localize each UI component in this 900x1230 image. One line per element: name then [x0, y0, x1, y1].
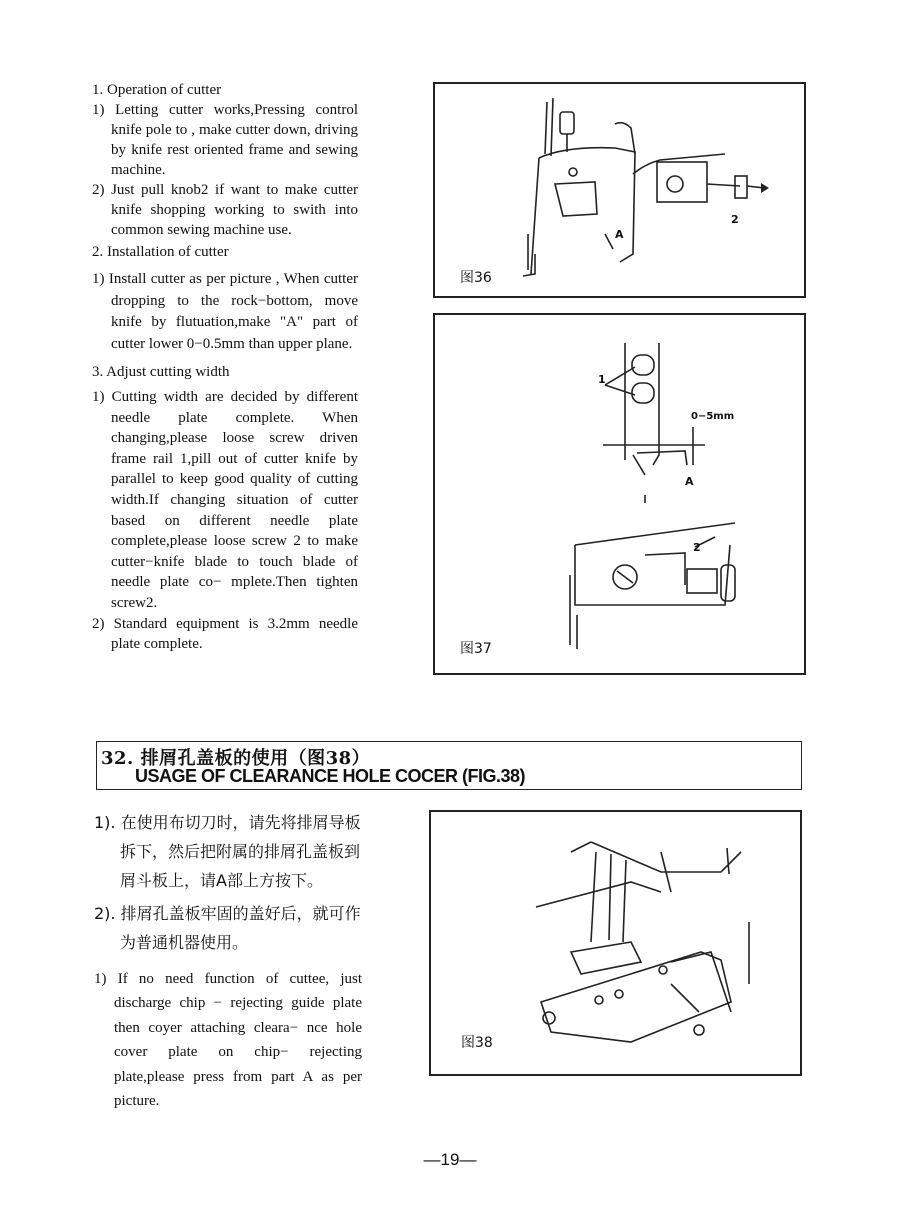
bottom-text-column: [94, 808, 362, 1113]
section-title-cn: 32. 排屑孔盖板的使用（图38）: [101, 748, 371, 769]
figure-37: [433, 313, 806, 675]
heading-operation: 1. Operation of cutter: [92, 82, 222, 98]
fig37-label-1: 1: [598, 373, 606, 386]
fig38-caption: 图38: [461, 1035, 493, 1051]
cutter-illustration-37: [435, 315, 804, 673]
fig37-label-2: 2: [693, 541, 701, 554]
section-title-en: USAGE OF CLEARANCE HOLE COCER (FIG.38): [135, 766, 526, 786]
para-adjust-2: 2) Standard equipment is 3.2mm needle plate complete.: [92, 615, 358, 653]
fig36-caption: 图36: [460, 270, 492, 286]
page-number: —19—: [423, 1150, 477, 1169]
heading-adjust: 3. Adjust cutting width: [92, 364, 230, 380]
fig37-label-a: A: [685, 475, 694, 488]
para-cn-2: 2). 排屑孔盖板牢固的盖好后，就可作为普通机器使用。: [94, 904, 361, 952]
section-heading: [96, 741, 802, 790]
fig37-label-dim: 0−5mm: [691, 411, 735, 422]
para-installation-1: 1) Install cutter as per picture , When cutter dropping to the rock−bottom, move knife by flutuation,make "A" part of cutter lower 0−0.5mm than upper plane.: [92, 271, 358, 352]
heading-installation: 2. Installation of cutter: [92, 244, 229, 260]
left-text-column: [92, 80, 358, 655]
para-adjust-1: 1) Cutting width are decided by different needle plate complete. When changing,please loose screw driven frame rail 1,pill out of cutter knife by parallel to keep good quality of cutting width.If changing situation of cutter based on different needle plate complete,please loose screw 2 to make cutter−knife blade to touch blade of needle plate co− mplete.Then tighten screw2.: [92, 389, 358, 611]
figure-36: [433, 82, 806, 298]
figure-38: [429, 810, 802, 1076]
para-operation-1: 1) Letting cutter works,Pressing control knife pole to , make cutter down, driving by knife rest oriented frame and sewing machine.: [92, 102, 358, 178]
fig36-label-2: 2: [731, 213, 739, 226]
fig37-caption: 图37: [460, 641, 492, 657]
para-en-1: 1) If no need function of cuttee, just discharge chip − rejecting guide plate then coyer attaching cleara− nce hole cover plate on chip− rejecting plate,please press from part A as per picture.: [94, 971, 362, 1110]
cutter-illustration-36: [435, 84, 804, 296]
para-cn-1: 1). 在使用布切刀时，请先将排屑导板拆下，然后把附属的排屑孔盖板到屑斗板上，请A部上方按下。: [94, 813, 361, 890]
fig36-label-a: A: [615, 228, 624, 241]
para-operation-2: 2) Just pull knob2 if want to make cutter knife shopping working to swith into common sewing machine use.: [92, 182, 358, 238]
